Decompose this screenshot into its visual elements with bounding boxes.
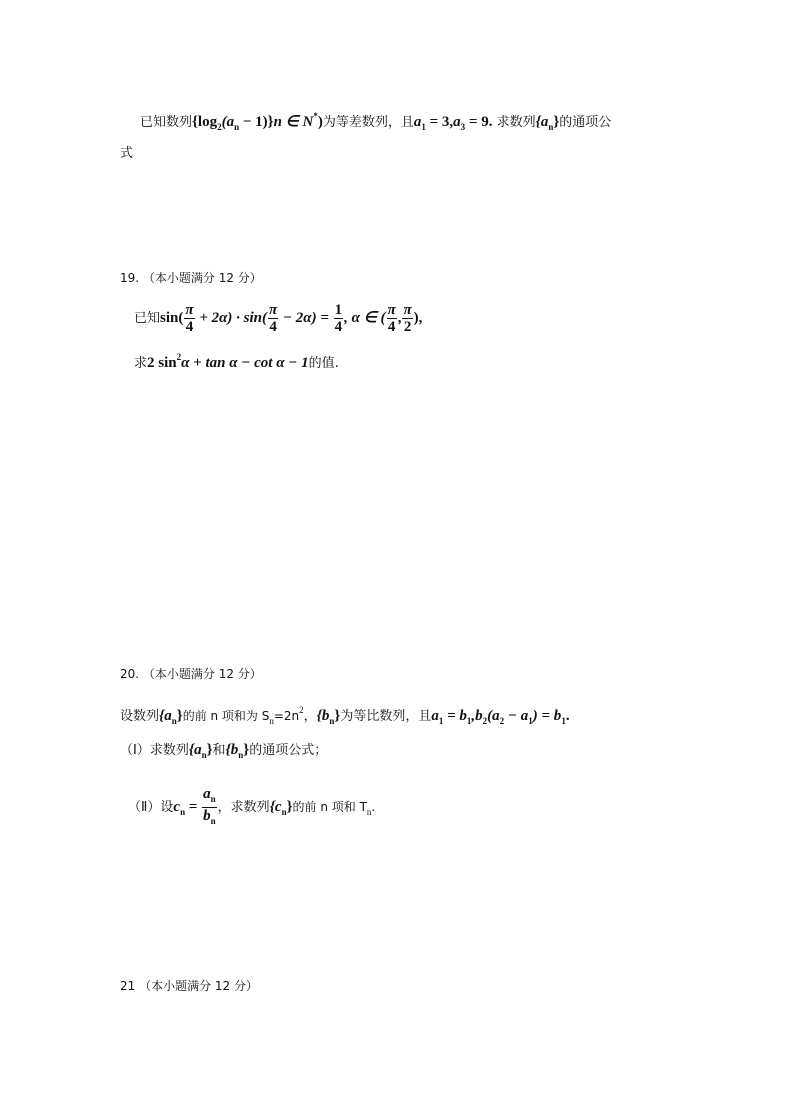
fraction-pi-over-4: $\frac{\pi}{4}$ [269, 302, 278, 335]
problem-21-header: 21 （本小题满分 12 分） [120, 979, 258, 993]
problem-19-line-2: 求2 $\sin^2\alpha + \tan \alpha - \cot \alpha - 1$的值. [134, 352, 339, 371]
problem-20-line-1: 设数列$\{a_n\}$的前 n 项和为 $S_n=2n^2$，$\{b_n\}$为等比数列，且$a_1 = b_1,b_2(a_2 - a_1) = b_1$. [120, 705, 570, 726]
fraction-an-over-bn: $\frac{a_n}{b_n}$ [203, 786, 216, 826]
problem-18-line-2: 式 [120, 146, 134, 161]
problem-20-part-1: （Ⅰ）求数列$\{a_n\}$和$\{b_n\}$的通项公式； [120, 742, 328, 760]
problem-18-text: 已知数列 [140, 115, 193, 130]
problem-19-header: 19. （本小题满分 12 分） [120, 271, 262, 285]
problem-18-line-1: 已知数列$\{\log_2(a_n - 1)\}n$ ∈ N*)为等差数列，且$a_1 = 3,a_3 = 9$. 求数列$\{a_n\}$的通项公 [140, 111, 612, 132]
problem-20-header: 20. （本小题满分 12 分） [120, 667, 262, 681]
fraction-pi-over-4: $\frac{\pi}{4}$ [387, 302, 396, 335]
problem-20-part-2: （Ⅱ）设$c_n$ = $\frac{a_n}{b_n}$ ，求数列$\{c_n\}$的前 n 项和 $T_n$. [128, 786, 375, 832]
fraction-pi-over-4: $\frac{\pi}{4}$ [185, 302, 194, 335]
problem-19-line-1: 已知sin( $\frac{\pi}{4}$ + 2α) · sin( $\frac{\pi}{4}$ − 2α) = $\frac{1}{4}$ , α ∈ ( $\frac{\pi}{4}$ , $\frac{\pi}{2}$ ), [134, 302, 423, 335]
fraction-pi-over-2: $\frac{\pi}{2}$ [403, 302, 412, 335]
fraction-one-over-4: $\frac{1}{4}$ [334, 302, 343, 335]
